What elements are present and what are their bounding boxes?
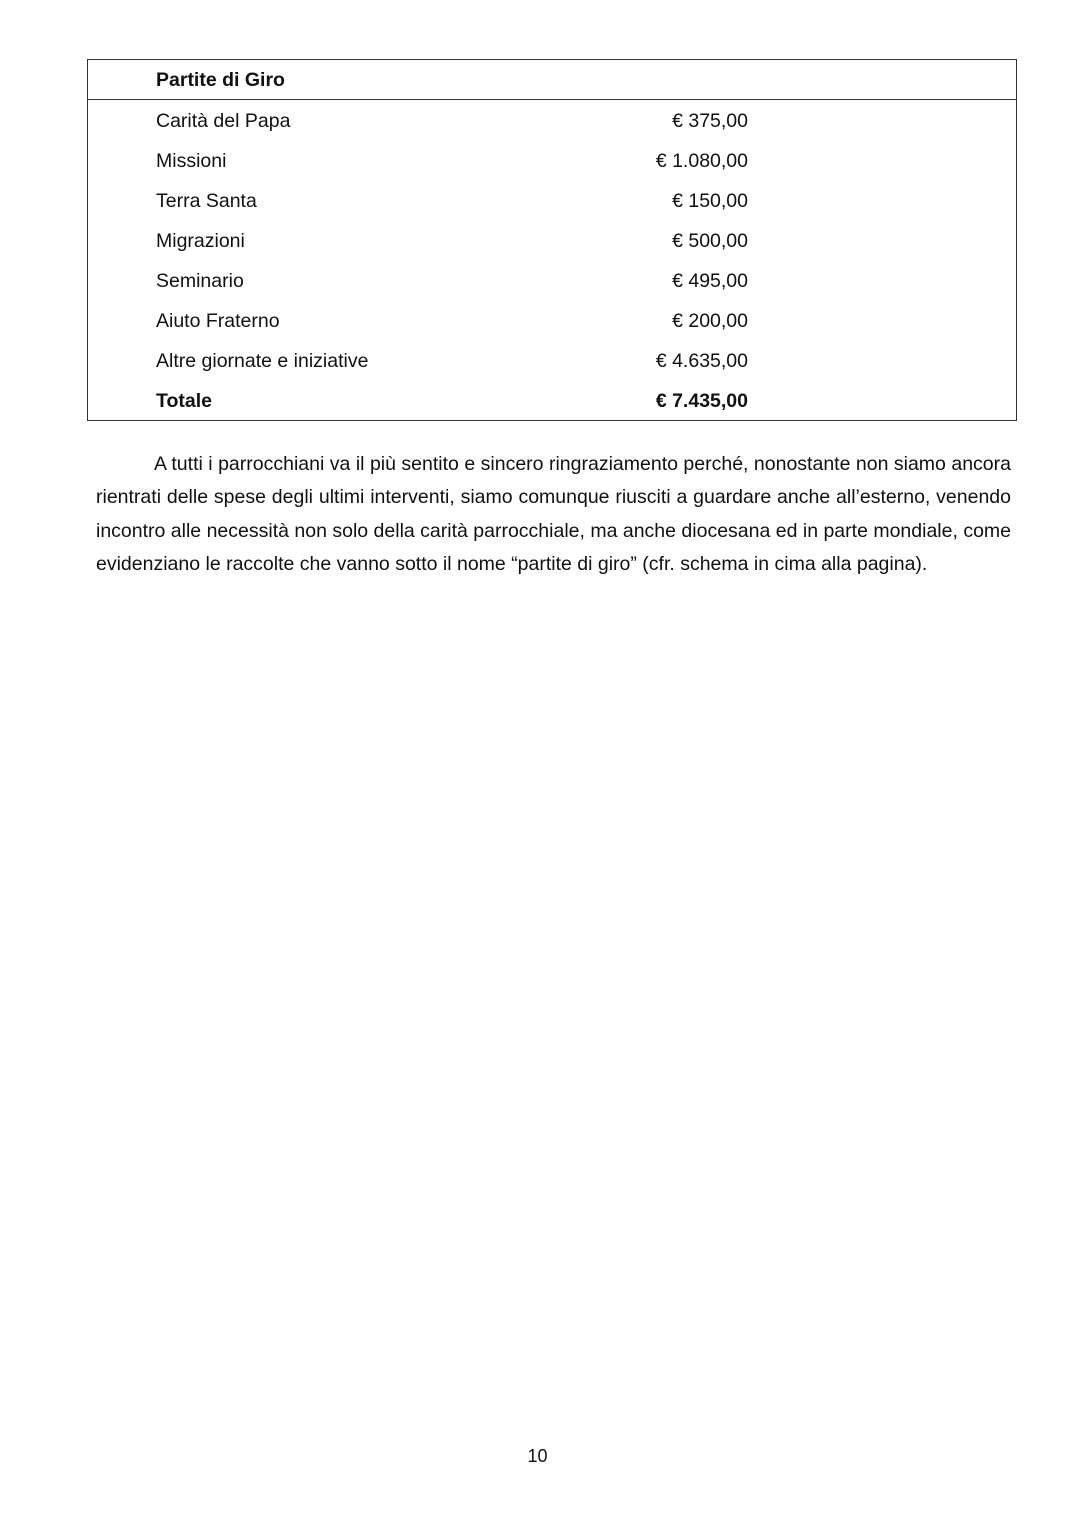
table-row xyxy=(88,302,1016,342)
row-amount: € 200,00 xyxy=(672,310,748,332)
row-amount: € 495,00 xyxy=(672,270,748,292)
table-row xyxy=(88,222,1016,262)
table-row xyxy=(88,182,1016,222)
row-label: Seminario xyxy=(156,270,244,292)
table-title: Partite di Giro xyxy=(156,69,285,91)
table-total-row xyxy=(88,382,1016,422)
partite-di-giro-table xyxy=(87,59,1017,421)
row-label: Altre giornate e iniziative xyxy=(156,350,369,372)
row-amount: € 1.080,00 xyxy=(655,150,748,172)
row-label: Migrazioni xyxy=(156,230,245,252)
row-label: Missioni xyxy=(156,150,227,172)
table-body xyxy=(88,100,1016,422)
row-label: Carità del Papa xyxy=(156,110,291,132)
table-row xyxy=(88,262,1016,302)
total-amount: € 7.435,00 xyxy=(655,390,748,412)
total-label: Totale xyxy=(156,390,212,412)
row-label: Aiuto Fraterno xyxy=(156,310,280,332)
table-row xyxy=(88,342,1016,382)
row-label: Terra Santa xyxy=(156,190,257,212)
row-amount: € 150,00 xyxy=(672,190,748,212)
table-row xyxy=(88,142,1016,182)
page-number: 10 xyxy=(527,1446,548,1466)
row-amount: € 4.635,00 xyxy=(655,350,748,372)
table-row xyxy=(88,102,1016,142)
row-amount: € 375,00 xyxy=(672,110,748,132)
row-amount: € 500,00 xyxy=(672,230,748,252)
body-paragraph: A tutti i parrocchiani va il più sentito e sincero ringraziamento perché, nonostante non siamo ancora rientrati delle spese degli ultimi interventi, siamo comunque riusciti a guardare anche all’esterno, venendo incontro alle necessità non solo della carità parrocchiale, ma anche diocesana ed in parte mondiale, come evidenziano le raccolte che vanno sotto il nome “partite di giro” (cfr. schema in cima alla pagina). xyxy=(96,452,1011,576)
table-header xyxy=(88,60,1016,100)
